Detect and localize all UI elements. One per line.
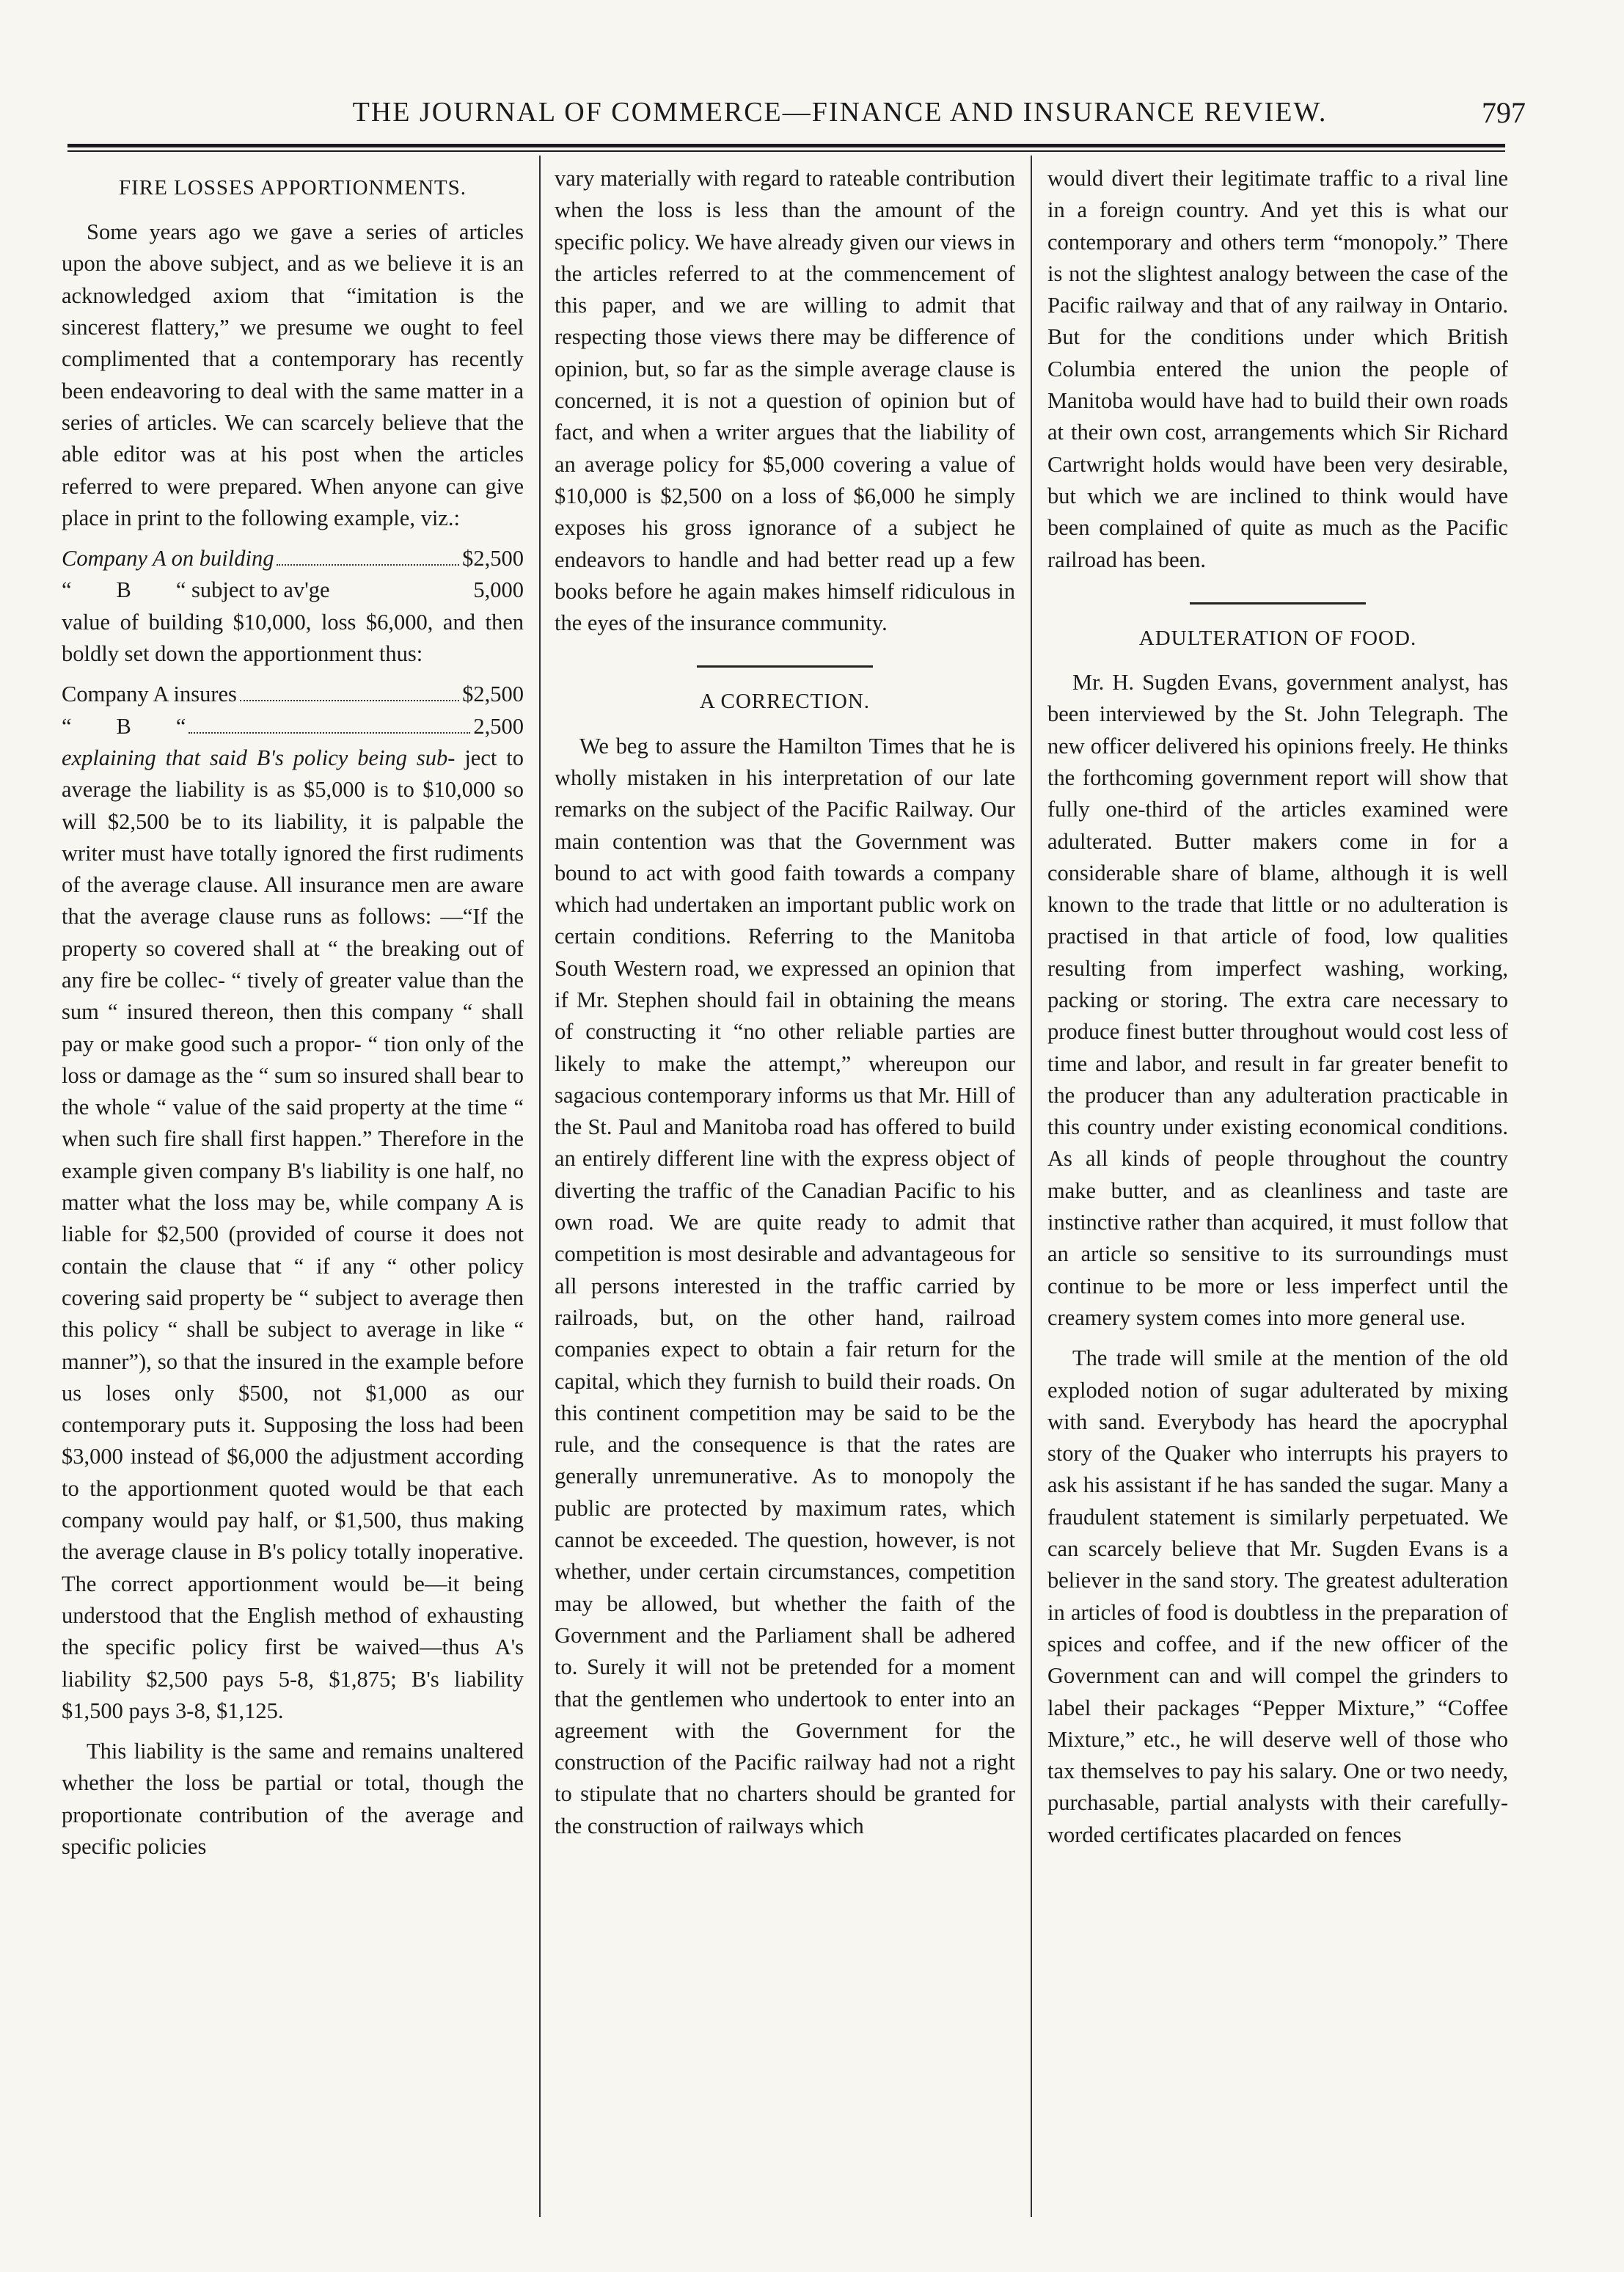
journal-title: THE JOURNAL OF COMMERCE—FINANCE AND INSURANCE REVIEW. (352, 97, 1328, 128)
italic-text: explaining that said B's policy being sub- (62, 745, 456, 770)
paragraph: would divert their legitimate traffic to a rival line in a foreign country. And yet this is what our contemporary and others term “monopoly.” There is not the slightest analogy between the case of the Pacific railway and that of any railway in Ontario. But for the conditions under which British Columbia entered the union the people of Manitoba would have had to build their own roads at their own cost, arrangements which Sir Richard Cartwright holds would have been very desirable, but which we are inclined to think would have been complained of quite as much as the Pacific railroad has been. (1047, 166, 1508, 572)
section-separator (1190, 602, 1366, 604)
dot-leader (189, 732, 470, 734)
paragraph: The trade will smile at the mention of the old exploded notion of sugar adulterated by mixing with sand. Everybody has heard the apocryphal story of the Quaker who interrupts his prayers to ask his assistant if he has sanded the sugar. Many a fraudulent statement is similarly perpetuated. We can scarcely believe that Mr. Sugden Evans is a believer in the sand story. The greatest adulteration in articles of food is doubtless in the preparation of spices and coffee, and if the new officer of the Government can and will compel the grinders to label their packages “Pepper Mixture,” “Coffee Mixture,” etc., he will deserve well of those who tax themselves to pay his salary. One or two needy, purchasable, partial analysts with their carefully-worded certificates placarded on fences (1047, 1345, 1508, 1847)
dot-leader (240, 700, 459, 701)
paragraph: Mr. H. Sugden Evans, government analyst, has been interviewed by the St. John Telegraph. The new officer delivered his opinions freely. He thinks the forthcoming government report will show that fully one-third of the articles examined were adulterated. Butter makers come in for a considerable share of blame, although it is well known to the trade that little or no adulteration is practised in that article of food, low qualities resulting from imperfect washing, working, packing or storing. The extra care necessary to produce finest butter throughout would cost less of time and labor, and result in far greater benefit to the producer than any adulteration practicable in this country under existing economical conditions. As all kinds of people throughout the country make butter, and as cleanliness and taste are instinctive rather than acquired, it must follow that an article so sensitive to its surroundings must continue to be more or less imperfect until the creamery system comes into more general use. (1047, 670, 1508, 1330)
example-label: Company A insures (62, 682, 237, 707)
example-value: $2,500 (462, 546, 524, 571)
example-row (62, 679, 524, 710)
page-header (73, 87, 1526, 138)
header-rule-thin (67, 150, 1505, 152)
section-separator (697, 665, 873, 668)
column-2 (555, 163, 1015, 2217)
header-rule-thick (67, 144, 1505, 147)
example-row (62, 543, 524, 574)
paragraph: We beg to assure the Hamilton Times that he is wholly mistaken in his interpretation of our late remarks on the subject of the Pacific Railway. Our main contention was that the Government was bound to act with good faith towards a company which had undertaken an important public work on certain conditions. Referring to the Manitoba South Western road, we expressed an opinion that if Mr. Stephen should fail in obtaining the means of constructing it “no other reliable parties are likely to make the attempt,” whereupon our sagacious contemporary informs us that Mr. Hill of the St. Paul and Manitoba road has offered to build an entirely different line with the express object of diverting the traffic of the Canadian Pacific to his own road. We are quite ready to admit that competition is most desirable and advantageous for all persons interested in the traffic carried by railroads, but, on the other hand, railroad companies expect to obtain a fair return for the capital, which they furnish to build their roads. On this continent competition may be said to be the rule, and the consequence is that the rates are generally unremunerative. As to monopoly the public are protected by maximum rates, which cannot be exceeded. The question, however, is not whether, under certain circumstances, competition may be allowed, but whether the faith of the Government and the Parliament shall be adhered to. Surely it will not be pretended for a moment that the gentlemen who undertook to enter into an agreement with the Government for the construction of the Pacific railway had not a right to stipulate that no charters should be granted for the construction of railways which (555, 733, 1015, 1838)
paragraph (62, 742, 524, 1727)
example-row (62, 711, 524, 742)
example-label: “ B “ subject to av'ge (62, 577, 330, 603)
example-label: Company A on building (62, 546, 274, 571)
column-1 (62, 163, 524, 2217)
paragraph: value of building $10,000, loss $6,000, and then boldly set down the apportionment thus: (62, 609, 524, 667)
example-value: 5,000 (473, 577, 524, 603)
paragraph: This liability is the same and remains unaltered whether the loss be partial or total, though the proportionate contribution of the average and specific policies (62, 1739, 524, 1860)
article-title-fire-losses: FIRE LOSSES APPORTIONMENTS. (118, 176, 467, 200)
article-title-adulteration: ADULTERATION OF FOOD. (1138, 626, 1417, 650)
article-title-correction: A CORRECTION. (699, 690, 871, 714)
example-value: 2,500 (473, 713, 524, 739)
example-row (62, 574, 524, 606)
dot-leader (277, 564, 459, 566)
column-3 (1047, 163, 1508, 2217)
paragraph: vary materially with regard to rateable contribution when the loss is less than the amount of the specific policy. We have already given our views in the articles referred to at the commencement of this paper, and we are willing to admit that respecting those views there may be difference of opinion, but, so far as the simple average clause is concerned, it is not a question of opinion but of fact, and when a writer argues that the liability of an average policy for $5,000 covering a value of $10,000 is $2,500 on a loss of $6,000 he simply exposes his gross ignorance of a subject he endeavors to handle and had better read up a few books before he again makes himself ridiculous in the eyes of the insurance community. (555, 166, 1015, 636)
column-divider-2 (1031, 156, 1032, 2217)
paragraph-text: ject to average the liability is as $5,000 is to $10,000 so will $2,500 be to its liability, it is palpable the writer must have totally ignored the first rudiments of the average clause. All insurance men are aware that the average clause runs as follows: —“If the property so covered shall at “ the breaking out of any fire be collec- “ tively of greater value than the sum “ insured thereon, then this company “ shall pay or make good such a propor- “ tion only of the loss or damage as the “ sum so insured shall bear to the whole “ value of the said property at the time “ when such fire shall first happen.” Therefore in the example given company B's liability is one half, no matter what the loss may be, while company A is liable for $2,500 (provided of course it does not contain the clause that “ if any “ other policy covering said property be “ subject to average then this policy “ shall be subject to average in like “ manner”), so that the insured in the example before us loses only $500, not $1,000 as our contemporary puts it. Supposing the loss had been $3,000 instead of $6,000 the adjustment according to the apportionment quoted would be that each company would pay half, or $1,500, thus making the average clause in B's policy totally inoperative. The correct apportionment would be—it being understood that the English method of exhausting the specific policy first be waived—thus A's liability $2,500 pays 5-8, $1,875; B's liability $1,500 pays 3-8, $1,125. (62, 745, 524, 1723)
column-divider-1 (539, 156, 541, 2217)
example-label: “ B “ (62, 713, 186, 739)
paragraph: Some years ago we gave a series of articles upon the above subject, and as we believe it is an acknowledged axiom that “imitation is the sincerest flattery,” we presume we ought to feel complimented that a contemporary has recently been endeavoring to deal with the same matter in a series of articles. We can scarcely believe that the able editor was at his post when the articles referred to were prepared. When anyone can give place in print to the following example, viz.: (62, 219, 524, 530)
page-number: 797 (1482, 95, 1526, 129)
example-value: $2,500 (462, 682, 524, 707)
